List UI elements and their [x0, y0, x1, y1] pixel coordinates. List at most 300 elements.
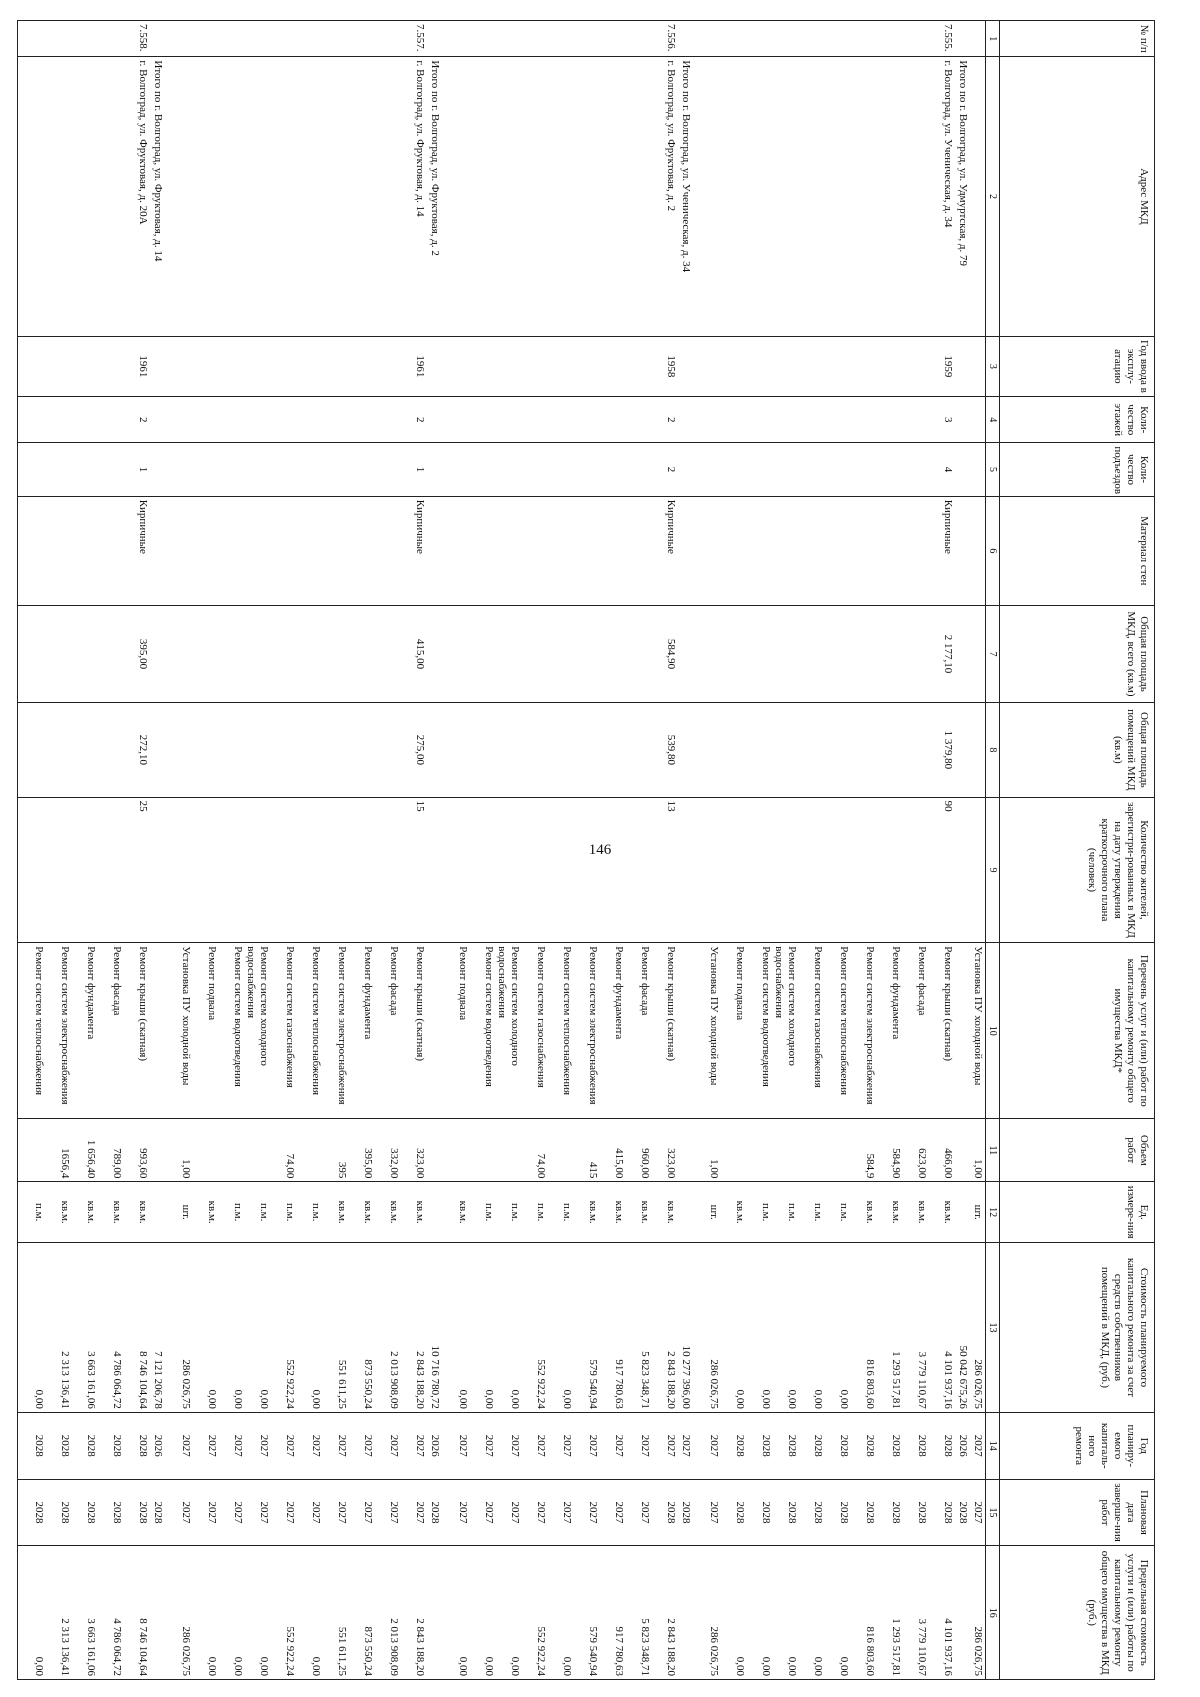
work-name: Ремонт систем холодного водоснабжения: [773, 946, 798, 1066]
work-volume: [469, 1122, 495, 1178]
work-volume: 415: [587, 1161, 599, 1179]
empty-cell: [678, 1182, 693, 1243]
work-unit: шт.: [180, 1204, 192, 1220]
work-volume: 74,00: [535, 1153, 547, 1179]
work-volume: [218, 1122, 244, 1178]
work-year-list: [693, 1412, 955, 1479]
total-label: Итого по г. Волгоград, ул. Ученическая, д. 34: [678, 57, 693, 336]
work-unit: п.м.: [812, 1203, 824, 1222]
work-limit: 3 779 110,67: [916, 1618, 928, 1676]
empty-cell: [955, 496, 970, 605]
work-cost: 0,00: [812, 1389, 824, 1409]
work-name: Ремонт фундамента: [362, 946, 374, 1040]
work-limit-list: [165, 1546, 427, 1680]
empty-cell: [678, 943, 693, 1119]
work-name-list: [18, 943, 151, 1119]
work-unit: п.м.: [284, 1203, 296, 1222]
work-cost-list: [18, 1243, 151, 1413]
work-limit: 0,00: [509, 1656, 521, 1676]
empty-cell: [150, 943, 165, 1119]
work-volume: 395: [336, 1161, 348, 1179]
work-volume: [772, 1122, 798, 1178]
total-end-date: 2028: [427, 1479, 442, 1546]
work-cost: 5 823 348,71: [639, 1351, 651, 1409]
work-unit: кв.м.: [85, 1200, 97, 1224]
work-year: 2027: [414, 1434, 426, 1457]
work-year: 2027: [310, 1434, 322, 1457]
work-unit: кв.м.: [916, 1200, 928, 1224]
row-number: 7.556.: [442, 21, 678, 57]
work-year: 2027: [258, 1434, 270, 1457]
work-volume: [244, 1122, 270, 1178]
work-name: Ремонт систем электроснабжения: [59, 946, 71, 1105]
work-cost: 551 611,25: [336, 1359, 348, 1409]
work-year: 2027: [388, 1434, 400, 1457]
work-name: Ремонт систем газоснабжения: [535, 946, 547, 1088]
work-name: Ремонт систем газоснабжения: [812, 946, 824, 1088]
work-limit: 0,00: [206, 1656, 218, 1676]
total-row: [427, 21, 442, 1680]
header-limit-cost: Предельная стоимость услуги и (или) работы по капитальному ремонту общего имущества в МКД (руб.): [1000, 1546, 1155, 1680]
work-end-date: 2027: [587, 1501, 599, 1524]
empty-cell: [150, 21, 165, 57]
total-area: 395,00: [18, 605, 151, 702]
work-unit: кв.м.: [890, 1200, 902, 1224]
work-unit: шт.: [708, 1204, 720, 1220]
work-year: 2027: [535, 1434, 547, 1457]
floors-count: 2: [442, 397, 678, 443]
year-built: 1959: [693, 336, 955, 397]
work-volume: 960,00: [639, 1148, 651, 1179]
total-area: 2 177,10: [693, 605, 955, 702]
work-cost: 0,00: [760, 1389, 772, 1409]
work-name: Ремонт систем теплоснабжения: [561, 946, 573, 1096]
column-number: 11: [986, 1119, 1000, 1182]
empty-cell: [427, 797, 442, 943]
work-year: 2028: [916, 1434, 928, 1457]
column-number: 6: [986, 496, 1000, 605]
column-number: 7: [986, 605, 1000, 702]
work-end-date: 2027: [414, 1501, 426, 1524]
work-unit: п.м.: [483, 1203, 495, 1222]
work-limit: 552 922,24: [284, 1626, 296, 1676]
work-limit: 286 026,75: [708, 1626, 720, 1676]
floors-count: 2: [18, 397, 151, 443]
empty-cell: [678, 397, 693, 443]
work-unit: шт.: [970, 1182, 986, 1243]
empty-cell: [427, 496, 442, 605]
work-end-date: 2028: [59, 1501, 71, 1524]
building-row: [693, 21, 955, 1680]
empty-cell: [955, 397, 970, 443]
header-address: Адрес МКД: [1000, 57, 1155, 336]
work-volume: 1 656,40: [85, 1139, 97, 1179]
column-number: 3: [986, 336, 1000, 397]
work-cost: 552 922,24: [284, 1359, 296, 1409]
work-year: 2027: [483, 1434, 495, 1457]
work-limit: 0,00: [561, 1656, 573, 1676]
work-year: 2027: [665, 1434, 677, 1457]
work-limit: 0,00: [483, 1656, 495, 1676]
work-year: 2028: [838, 1434, 850, 1457]
row-number: 7.557.: [165, 21, 427, 57]
work-name: Ремонт крыши (скатная): [414, 946, 426, 1062]
work-cost: 0,00: [232, 1389, 244, 1409]
work-name-list: [165, 943, 427, 1119]
work-end-date: 2027: [310, 1501, 322, 1524]
work-volume: [495, 1122, 521, 1178]
work-unit: п.м.: [310, 1203, 322, 1222]
work-cost: 0,00: [206, 1389, 218, 1409]
empty-cell: [678, 443, 693, 496]
work-end-date-list: [18, 1479, 151, 1546]
work-volume: 332,00: [388, 1148, 400, 1179]
work-cost: 0,00: [734, 1389, 746, 1409]
header-repair-year: Год планиру-емого капиталь-ного ремонта: [1000, 1412, 1155, 1479]
total-cost: 7 121 206,78: [150, 1243, 165, 1413]
work-cost: 0,00: [838, 1389, 850, 1409]
table-row: [970, 21, 986, 1680]
work-volume: [824, 1122, 850, 1178]
work-unit: п.м.: [33, 1203, 45, 1222]
total-cost: 50 042 675,26: [955, 1243, 970, 1413]
work-end-date: 2028: [942, 1501, 954, 1524]
work-limit-list: [442, 1546, 678, 1680]
empty-cell: [678, 336, 693, 397]
work-limit: 0,00: [457, 1656, 469, 1676]
entrances-count: 2: [442, 443, 678, 496]
work-cost: 286 026,75: [180, 1359, 192, 1409]
year-built: 1961: [165, 336, 427, 397]
work-name: Ремонт фасада: [916, 946, 928, 1016]
work-limit: 816 803,60: [864, 1626, 876, 1676]
work-cost: 0,00: [457, 1389, 469, 1409]
work-volume-list: [442, 1119, 678, 1182]
work-end-date: 2028: [137, 1501, 149, 1524]
work-limit: 286 026,75: [180, 1626, 192, 1676]
work-unit: кв.м.: [137, 1200, 149, 1224]
work-cost-list: [442, 1243, 678, 1413]
empty-cell: [955, 443, 970, 496]
column-number: 15: [986, 1479, 1000, 1546]
work-year: 2027: [708, 1434, 720, 1457]
work-name: Ремонт крыши (скатная): [665, 946, 677, 1062]
work-end-date: 2028: [665, 1501, 677, 1524]
entrances-count: 1: [165, 443, 427, 496]
work-limit: 0,00: [734, 1656, 746, 1676]
work-end-date: 2027: [284, 1501, 296, 1524]
work-cost: 552 922,24: [535, 1359, 547, 1409]
work-unit: кв.м.: [59, 1200, 71, 1224]
empty-cell: [150, 1182, 165, 1243]
work-cost: 0,00: [561, 1389, 573, 1409]
empty-cell: [427, 1182, 442, 1243]
total-label: Итого по г. Волгоград, ул. Удмуртская, д. 79: [955, 57, 970, 336]
header-end-date: Плановая дата заверше-ния работ: [1000, 1479, 1155, 1546]
work-name: Ремонт систем теплоснабжения: [838, 946, 850, 1096]
work-year: 2027: [232, 1434, 244, 1457]
year-built: 1958: [442, 336, 678, 397]
work-cost: 0,00: [786, 1389, 798, 1409]
column-number: 12: [986, 1182, 1000, 1243]
work-year: 2028: [85, 1434, 97, 1457]
work-name: Ремонт крыши (скатная): [137, 946, 149, 1062]
building-address: г. Волгоград, ул. Фруктовая, д. 20А: [18, 57, 151, 336]
work-unit: кв.м.: [665, 1200, 677, 1224]
empty-cell: [150, 1119, 165, 1182]
empty-cell: [955, 797, 970, 943]
column-number: 2: [986, 57, 1000, 336]
work-unit: кв.м.: [613, 1200, 625, 1224]
work-year-list: [18, 1412, 151, 1479]
rooms-area: 275,00: [165, 703, 427, 798]
empty-cell: [955, 1119, 970, 1182]
header-floors: Коли-чество этажей: [1000, 397, 1155, 443]
work-unit: кв.м.: [942, 1200, 954, 1224]
work-name: Ремонт систем теплоснабжения: [310, 946, 322, 1096]
work-limit: 0,00: [310, 1656, 322, 1676]
work-end-date: 2028: [916, 1501, 928, 1524]
work-unit: кв.м.: [111, 1200, 123, 1224]
total-year: 2026: [427, 1412, 442, 1479]
work-volume: [746, 1122, 772, 1178]
residents-count: 15: [165, 797, 427, 943]
wall-material: Кирпичные: [18, 496, 151, 605]
work-year-list: [442, 1412, 678, 1479]
row-number: 7.555.: [693, 21, 955, 57]
residents-count: 90: [693, 797, 955, 943]
work-year: 2028: [760, 1434, 772, 1457]
work-year: 2028: [111, 1434, 123, 1457]
work-name: Ремонт систем холодного водоснабжения: [496, 946, 521, 1066]
empty-cell: [427, 443, 442, 496]
work-volume: 466,00: [942, 1148, 954, 1179]
work-name: Установка ПУ холодной воды: [708, 946, 720, 1086]
work-end-date: 2028: [760, 1501, 772, 1524]
work-end-date: 2027: [206, 1501, 218, 1524]
work-limit: 2 013 908,09: [388, 1618, 400, 1676]
work-name: Ремонт систем водоотведения: [232, 946, 244, 1087]
work-cost: 873 550,24: [362, 1359, 374, 1409]
work-volume: [296, 1122, 322, 1178]
work-name: Ремонт систем газоснабжения: [284, 946, 296, 1088]
work-unit: п.м.: [838, 1203, 850, 1222]
work-limit: 873 550,24: [362, 1626, 374, 1676]
total-row: [955, 21, 970, 1680]
work-limit: 4 786 064,72: [111, 1618, 123, 1676]
work-volume: 415,00: [613, 1148, 625, 1179]
work-unit: п.м.: [535, 1203, 547, 1222]
total-cost: 10 716 780,72: [427, 1243, 442, 1413]
work-end-date: 2027: [388, 1501, 400, 1524]
empty-cell: [150, 397, 165, 443]
empty-cell: [678, 496, 693, 605]
work-end-date: 2027: [509, 1501, 521, 1524]
empty-cell: [427, 1546, 442, 1680]
work-end-date: 2027: [362, 1501, 374, 1524]
empty-cell: [427, 21, 442, 57]
work-unit: п.м.: [786, 1203, 798, 1222]
empty-cell: [427, 605, 442, 702]
table-body: [18, 21, 986, 1680]
floors-count: 2: [165, 397, 427, 443]
header-unit: Ед. измере-ния: [1000, 1182, 1155, 1243]
work-cost: 3 779 110,67: [916, 1351, 928, 1409]
work-year: 2027: [639, 1434, 651, 1457]
work-volume: 323,00: [665, 1148, 677, 1179]
work-name: Ремонт систем водоотведения: [760, 946, 772, 1087]
work-limit: 917 780,63: [613, 1626, 625, 1676]
work-volume: 395,00: [362, 1148, 374, 1179]
work-year: 2028: [59, 1434, 71, 1457]
work-name-list: [442, 943, 678, 1119]
work-unit: кв.м.: [587, 1200, 599, 1224]
work-year: 2027: [457, 1434, 469, 1457]
work-cost: 0,00: [33, 1389, 45, 1409]
total-row: [150, 21, 165, 1680]
work-name-list: [693, 943, 955, 1119]
entrances-count: 4: [693, 443, 955, 496]
work-year: 2027: [970, 1412, 986, 1479]
work-name: Ремонт систем электроснабжения: [336, 946, 348, 1105]
empty-cell: [427, 336, 442, 397]
empty-cell: [150, 496, 165, 605]
column-number: 5: [986, 443, 1000, 496]
empty-cell: [955, 21, 970, 57]
wall-material: Кирпичные: [165, 496, 427, 605]
work-end-date: 2027: [457, 1501, 469, 1524]
work-volume: [720, 1122, 746, 1178]
work-unit: кв.м.: [864, 1200, 876, 1224]
building-address: г. Волгоград, ул. Фруктовая, д. 2: [442, 57, 678, 336]
work-item: Установка ПУ холодной воды: [970, 943, 986, 1119]
work-limit: 0,00: [786, 1656, 798, 1676]
header-num: № п/п: [1000, 21, 1155, 57]
empty-cell: [150, 703, 165, 798]
total-year: 2027: [678, 1412, 693, 1479]
work-volume: 584,9: [864, 1153, 876, 1179]
work-volume: [443, 1122, 469, 1178]
work-name: Ремонт фундамента: [85, 946, 97, 1040]
work-unit: кв.м.: [206, 1200, 218, 1224]
work-name: Установка ПУ холодной воды: [180, 946, 192, 1086]
work-name: Ремонт подвала: [457, 946, 469, 1021]
total-label: Итого по г. Волгоград, ул. Фруктовая, д. 14: [150, 57, 165, 336]
work-cost: 0,00: [483, 1389, 495, 1409]
column-number: 16: [986, 1546, 1000, 1680]
work-name: Ремонт систем электроснабжения: [587, 946, 599, 1105]
work-end-date: 2028: [734, 1501, 746, 1524]
work-limit: 0,00: [258, 1656, 270, 1676]
work-end-date-list: [442, 1479, 678, 1546]
work-cost-list: [693, 1243, 955, 1413]
work-limit: 579 540,94: [587, 1626, 599, 1676]
work-limit: 551 611,25: [336, 1626, 348, 1676]
work-unit: п.м.: [760, 1203, 772, 1222]
work-volume: [798, 1122, 824, 1178]
header-entrances: Коли-чество подъездов: [1000, 443, 1155, 496]
work-cost: 1 293 517,81: [890, 1351, 902, 1409]
total-row: [678, 21, 693, 1680]
work-unit: кв.м.: [414, 1200, 426, 1224]
capital-repair-table: [17, 20, 1155, 1680]
empty-cell: [150, 336, 165, 397]
empty-cell: [150, 443, 165, 496]
work-end-date: 2027: [561, 1501, 573, 1524]
page-number: 146: [588, 842, 612, 858]
work-unit-list: [693, 1182, 955, 1243]
work-volume: 1,00: [708, 1159, 720, 1179]
residents-count: 13: [442, 797, 678, 943]
work-name: Ремонт крыши (скатная): [942, 946, 954, 1062]
work-cost: 0,00: [258, 1389, 270, 1409]
work-cost: 2 843 188,20: [414, 1351, 426, 1409]
building-row: [18, 21, 151, 1680]
empty-cell: [678, 1546, 693, 1680]
work-volume: [192, 1122, 218, 1178]
work-end-date: 2027: [258, 1501, 270, 1524]
column-number: 1: [986, 21, 1000, 57]
work-limit: 2 313 136,41: [59, 1618, 71, 1676]
work-limit: 4 101 937,16: [942, 1618, 954, 1676]
work-limit: 0,00: [838, 1656, 850, 1676]
work-limit: 5 823 348,71: [639, 1618, 651, 1676]
header-year-built: Год ввода в эксплу-атацию: [1000, 336, 1155, 397]
work-cost: 0,00: [310, 1389, 322, 1409]
work-limit: 1 293 517,81: [890, 1618, 902, 1676]
work-year: 2028: [137, 1434, 149, 1457]
work-unit-list: [165, 1182, 427, 1243]
work-unit: кв.м.: [388, 1200, 400, 1224]
empty-cell: [955, 605, 970, 702]
work-year: 2027: [284, 1434, 296, 1457]
work-year: 2027: [206, 1434, 218, 1457]
work-volume-list: [165, 1119, 427, 1182]
work-name: Ремонт фундамента: [613, 946, 625, 1040]
empty-cell: [955, 1182, 970, 1243]
work-year: 2027: [587, 1434, 599, 1457]
empty-cell: [678, 1119, 693, 1182]
work-volume: 623,00: [916, 1148, 928, 1179]
work-year-list: [165, 1412, 427, 1479]
total-area: 584,90: [442, 605, 678, 702]
work-limit: 2 843 188,20: [665, 1618, 677, 1676]
year-built: 1961: [18, 336, 151, 397]
work-end-date: 2027: [483, 1501, 495, 1524]
work-volume: 1656,4: [59, 1148, 71, 1179]
work-year: 2027: [509, 1434, 521, 1457]
header-cost: Стоимость планируемого капитального ремонта за счет средств собственников помещений в МКД, (руб.): [1000, 1243, 1155, 1413]
work-end-date: 2027: [336, 1501, 348, 1524]
work-volume-list: [18, 1119, 151, 1182]
column-number: 9: [986, 797, 1000, 943]
work-unit: кв.м.: [336, 1200, 348, 1224]
empty-cell: [955, 943, 970, 1119]
empty-cell: [678, 797, 693, 943]
total-cost: 10 277 396,00: [678, 1243, 693, 1413]
empty-cell: [678, 605, 693, 702]
column-number: 14: [986, 1412, 1000, 1479]
work-year: 2027: [336, 1434, 348, 1457]
work-end-date: 2027: [970, 1479, 986, 1546]
work-year: 2028: [786, 1434, 798, 1457]
work-cost: 0,00: [509, 1389, 521, 1409]
work-end-date: 2028: [786, 1501, 798, 1524]
work-cost: 579 540,94: [587, 1359, 599, 1409]
work-volume-list: [693, 1119, 955, 1182]
work-end-date: 2028: [838, 1501, 850, 1524]
header-row: [1000, 21, 1155, 1680]
